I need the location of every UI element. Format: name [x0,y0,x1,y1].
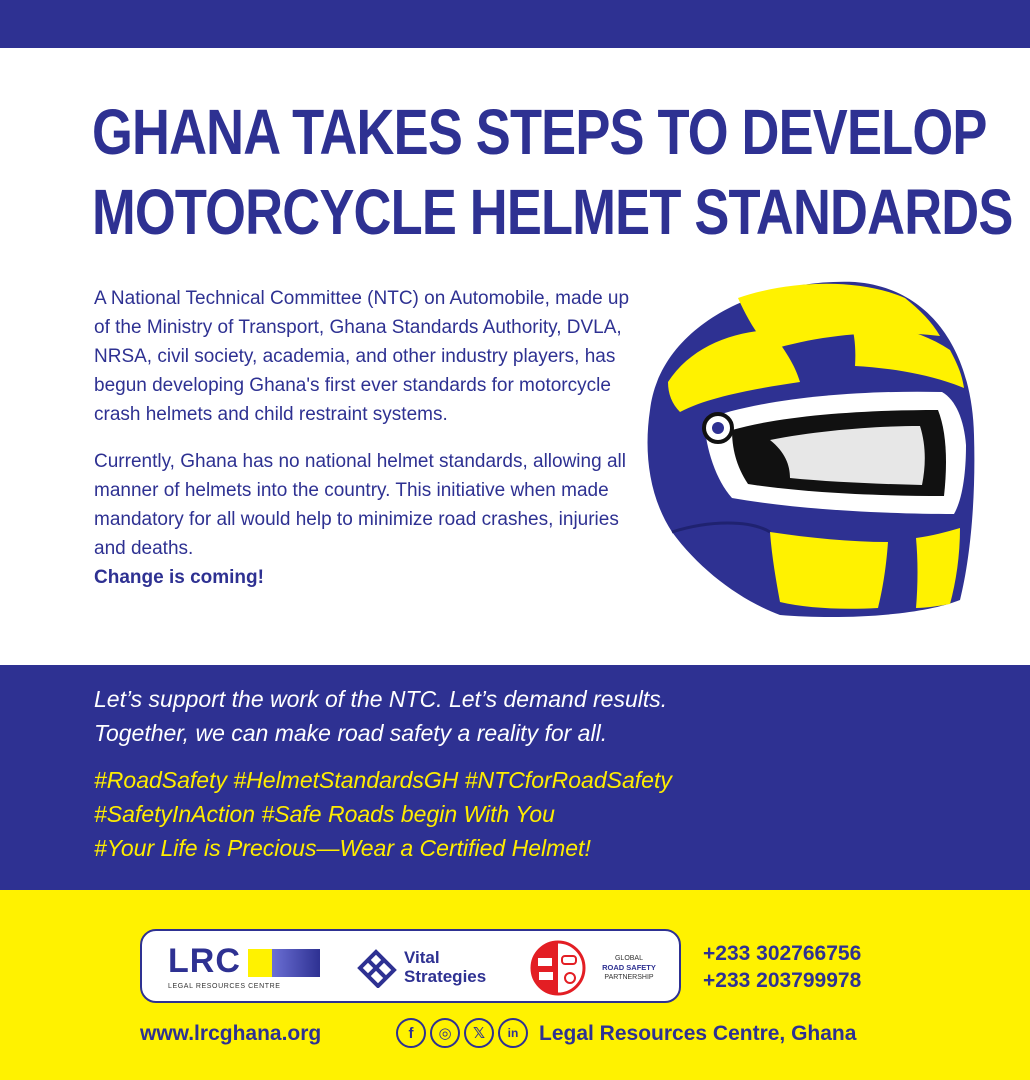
hashtag-list [94,763,954,865]
footer-contact-row [140,1018,900,1052]
website-link[interactable]: www.lrcghana.org [140,1022,322,1045]
facebook-icon[interactable]: f [396,1018,426,1048]
body-paragraph-2 [94,447,634,592]
lrc-logo [168,943,324,991]
x-twitter-icon[interactable]: 𝕏 [464,1018,494,1048]
lrc-logo-yellow-square [248,949,272,977]
vital-strategies-logo [356,948,516,988]
linkedin-icon[interactable]: in [498,1018,528,1048]
grsp-logo [530,940,670,996]
grsp-circle-icon [530,940,586,996]
grsp-name: GLOBAL ROAD SAFETY PARTNERSHIP [602,955,656,981]
top-banner-bar [0,0,1030,48]
lrc-logo-blue-square [272,949,320,977]
body-paragraph-1: A National Technical Committee (NTC) on Automobile, made up of the Ministry of Transport, Ghana Standards Authority, DVLA, NRSA, civil society, academia, and other industry players, has begun developing Ghana's first ever standards for motorcycle crash helmets and child restraint systems. [94,288,630,425]
partner-logos-box [140,929,681,1003]
motorcycle-helmet-illustration [620,270,980,630]
hashtag-line: #SafetyInAction #Safe Roads begin With You [94,801,555,827]
organization-name: Legal Resources Centre, Ghana [539,1022,857,1045]
hashtag-line: #RoadSafety #HelmetStandardsGH #NTCforRoadSafety [94,767,672,793]
support-message [94,682,954,750]
hashtag-line: #Your Life is Precious—Wear a Certified Helmet! [94,835,591,861]
instagram-icon[interactable]: ◎ [430,1018,460,1048]
headline-line-1: GHANA TAKES STEPS TO DEVELOP [92,96,987,168]
helmet-chin-panel-left [770,532,888,609]
phone-number[interactable]: +233 302766756 [703,942,862,965]
vital-strategies-knot-icon [356,948,398,988]
change-is-coming: Change is coming! [94,567,264,588]
vital-strategies-name: Vital Strategies [404,948,487,986]
support-line-2: Together, we can make road safety a reality for all. [94,720,608,746]
support-line-1: Let’s support the work of the NTC. Let’s demand results. [94,686,668,712]
headline-line-2: MOTORCYCLE HELMET STANDARDS [92,176,1013,248]
phone-numbers [703,940,861,994]
lrc-logo-wordmark: LRC [168,942,241,980]
article-body [94,284,634,592]
body-paragraph-2-text: Currently, Ghana has no national helmet standards, allowing all manner of helmets into the country. This initiative when made mandatory for all would help to minimize road crashes, injuries and deaths. [94,451,626,559]
headline [92,92,1013,252]
lrc-logo-subtitle: LEGAL RESOURCES CENTRE [168,983,281,990]
phone-number[interactable]: +233 203799978 [703,969,862,992]
